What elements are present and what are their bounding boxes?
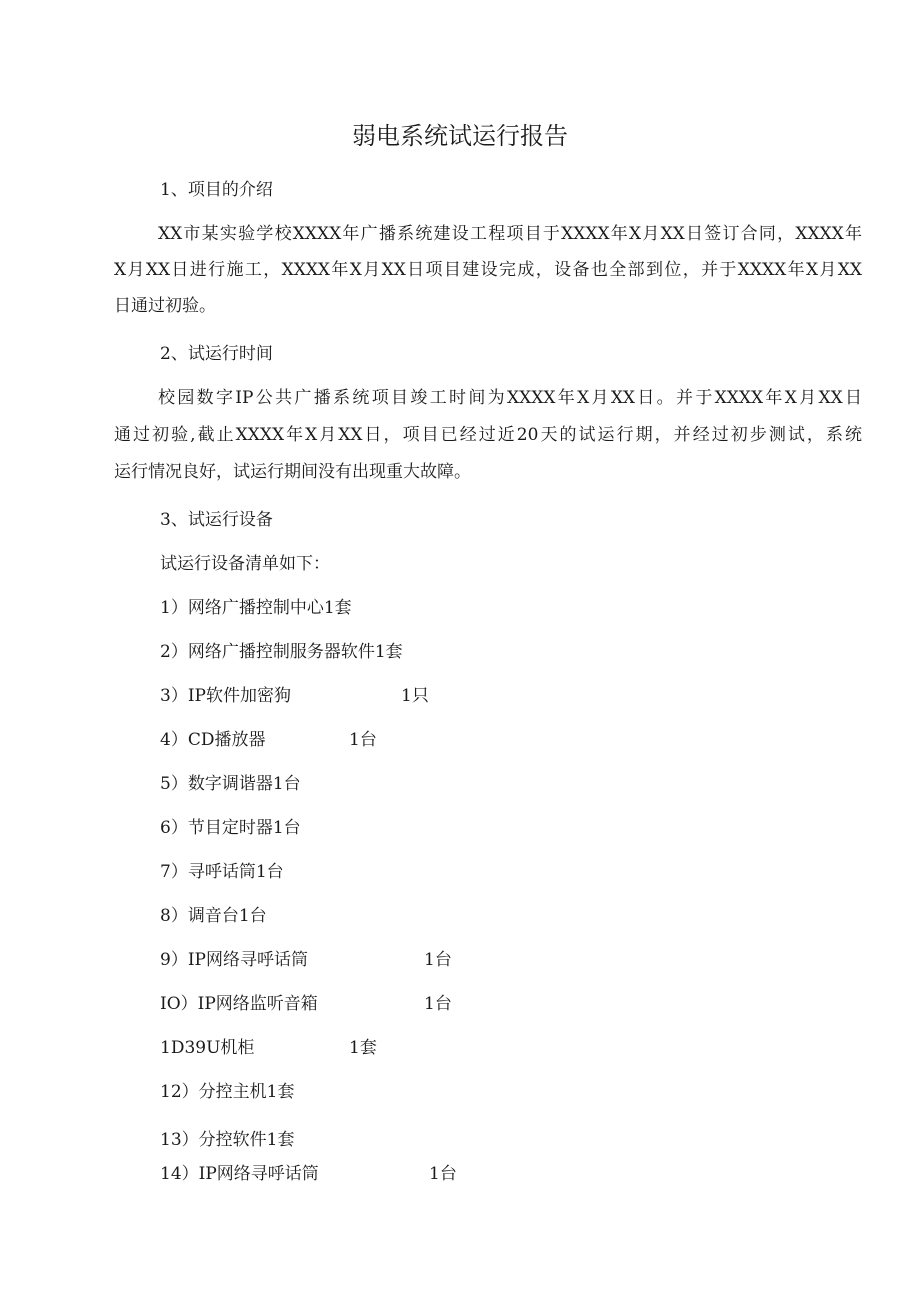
equipment-qty: 1只 — [401, 686, 429, 706]
equipment-item: 1D39U机柜 — [160, 1038, 255, 1058]
equipment-item: IO）IP网络监听音箱 — [160, 994, 318, 1014]
equipment-item: 2）网络广播控制服务器软件1套 — [160, 642, 403, 662]
equipment-item: 3）IP软件加密狗 — [160, 686, 291, 706]
equipment-item: 6）节目定时器1台 — [160, 818, 301, 838]
equipment-qty: 1套 — [349, 1038, 377, 1058]
equipment-item: 7）寻呼话筒1台 — [160, 862, 284, 882]
equipment-item: 14）IP网络寻呼话筒 — [160, 1164, 319, 1184]
equipment-item: 9）IP网络寻呼话筒 — [160, 950, 308, 970]
section-heading-trial-time: 2、试运行时间 — [160, 344, 273, 364]
paragraph-line: X月XX日进行施工，XXXX年X月XX日项目建设完成，设备也全部到位，并于XXXX年X月XX — [114, 260, 862, 280]
equipment-item: 13）分控软件1套 — [160, 1130, 295, 1150]
equipment-qty: 1台 — [424, 994, 452, 1014]
section-heading-equipment: 3、试运行设备 — [160, 510, 273, 530]
equipment-item: 4）CD播放器 — [160, 730, 266, 750]
paragraph-line: 运行情况良好，试运行期间没有出现重大故障。 — [114, 462, 471, 482]
paragraph-line: 通过初验,截止XXXX年X月XX日，项目已经过近20天的试运行期，并经过初步测试，系统 — [114, 425, 862, 445]
paragraph-line: XX市某实验学校XXXX年广播系统建设工程项目于XXXX年X月XX日签订合同，XXXX年 — [158, 224, 862, 244]
section-heading-intro: 1、项目的介绍 — [160, 180, 273, 200]
paragraph-line: 校园数字IP公共广播系统项目竣工时间为XXXX年X月XX日。并于XXXX年X月XX日 — [158, 388, 862, 408]
equipment-item: 5）数字调谐器1台 — [160, 774, 301, 794]
equipment-item: 8）调音台1台 — [160, 906, 267, 926]
document-title: 弱电系统试运行报告 — [352, 122, 568, 150]
paragraph-line: 日通过初验。 — [114, 296, 216, 316]
equipment-qty: 1台 — [429, 1164, 457, 1184]
equipment-qty: 1台 — [349, 730, 377, 750]
equipment-intro: 试运行设备清单如下： — [160, 554, 330, 574]
equipment-item: 1）网络广播控制中心1套 — [160, 598, 352, 618]
equipment-qty: 1台 — [424, 950, 452, 970]
equipment-item: 12）分控主机1套 — [160, 1082, 295, 1102]
